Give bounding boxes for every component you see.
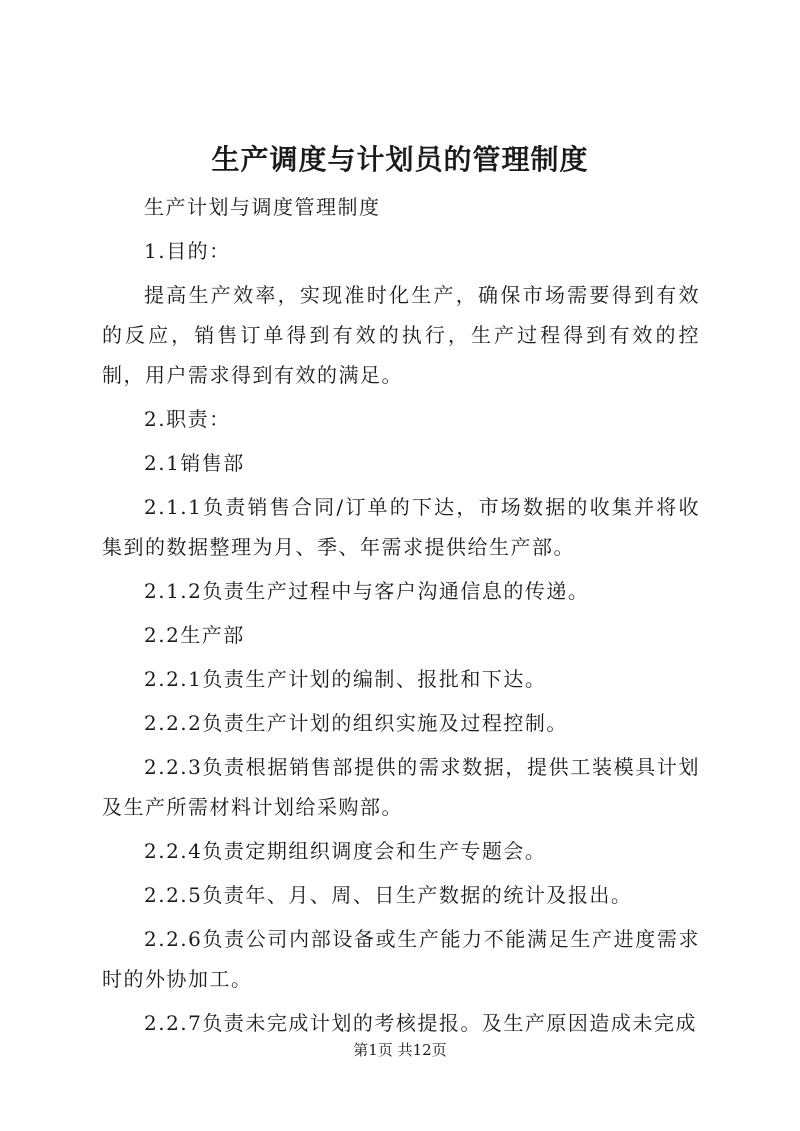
paragraph: 2.2.2负责生产计划的组织实施及过程控制。 [144,711,568,735]
paragraph: 2.2.7负责未完成计划的考核提报。及生产原因造成未完成 [144,1011,697,1035]
paragraph: 2.1销售部 [144,451,245,475]
paragraph: 2.1.1负责销售合同/订单的下达，市场数据的收集并将收集到的数据整理为月、季、年需求提供给生产部。 [102,495,700,559]
paragraph: 2.2生产部 [144,623,245,647]
paragraph: 1.目的： [144,239,231,263]
paragraph: 2.2.1负责生产计划的编制、报批和下达。 [144,667,547,691]
document-title: 生产调度与计划员的管理制度 [211,143,589,176]
paragraph: 2.2.6负责公司内部设备或生产能力不能满足生产进度需求时的外协加工。 [102,927,700,991]
page-footer: 第1页 共12页 [353,1041,447,1059]
paragraph: 2.2.4负责定期组织调度会和生产专题会。 [144,839,547,863]
paragraph: 2.1.2负责生产过程中与客户沟通信息的传递。 [144,579,590,603]
document-body [102,187,700,1047]
paragraph: 2.职责： [144,407,231,431]
paragraph: 提高生产效率，实现准时化生产，确保市场需要得到有效的反应，销售订单得到有效的执行，生产过程得到有效的控制，用户需求得到有效的满足。 [102,283,700,387]
paragraph: 2.2.5负责年、月、周、日生产数据的统计及报出。 [144,883,633,907]
paragraph: 2.2.3负责根据销售部提供的需求数据，提供工装模具计划及生产所需材料计划给采购部。 [102,755,700,819]
paragraph: 生产计划与调度管理制度 [144,195,381,219]
